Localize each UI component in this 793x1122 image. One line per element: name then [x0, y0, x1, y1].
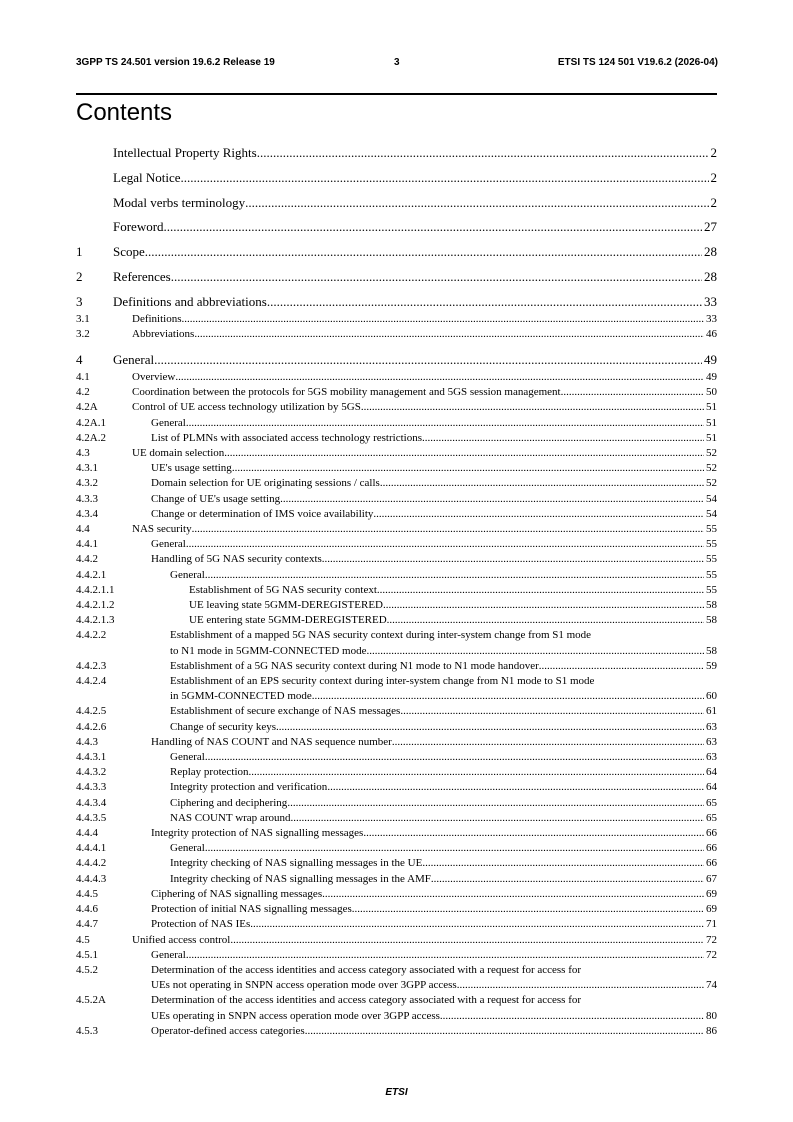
toc-entry-title: Intellectual Property Rights .....	[113, 145, 257, 160]
toc-entry-page: 86	[704, 1024, 717, 1039]
toc-entry-number: 4.4.3.2	[76, 765, 106, 780]
toc-entry-page: 66	[704, 826, 717, 841]
toc-entry[interactable]	[76, 195, 717, 210]
toc-entry-title: Handling of 5G NAS security contexts .....	[151, 552, 322, 567]
toc-entry-title: Integrity checking of NAS signalling messages in the AMF .....	[170, 872, 431, 887]
toc-entry-number: 3.1	[76, 312, 90, 327]
toc-entry-number: 4.4.2.3	[76, 659, 106, 674]
toc-entry[interactable]	[76, 750, 717, 765]
toc-entry-number: 4.2A.2	[76, 431, 106, 446]
toc-entry-title: Change of UE's usage setting .....	[151, 492, 280, 507]
toc-entry-title: Definitions and abbreviations .....	[113, 294, 267, 309]
toc-entry-page: 52	[704, 461, 717, 476]
toc-entry-title: General .....	[113, 352, 154, 367]
toc-entry-title: UE domain selection .....	[132, 446, 224, 461]
toc-entry-number: 4.4.3.1	[76, 750, 106, 765]
toc-entry-number: 4.4.3	[76, 735, 98, 750]
toc-entry[interactable]	[76, 796, 717, 811]
toc-entry-page: 51	[704, 416, 717, 431]
toc-entry-page: 64	[704, 765, 717, 780]
toc-entry-title-continued: UEs not operating in SNPN access operation mode over 3GPP access .....	[151, 978, 457, 993]
toc-entry-title: Legal Notice .....	[113, 170, 181, 185]
toc-entry-page: 54	[704, 507, 717, 522]
footer: ETSI	[385, 1087, 408, 1098]
toc-entry-page: 51	[704, 431, 717, 446]
toc-entry-number: 1	[76, 244, 83, 260]
toc-entry-number: 4	[76, 351, 83, 367]
toc-entry-title: General .....	[151, 948, 186, 963]
page-title: Contents	[76, 99, 173, 126]
toc-entry[interactable]	[76, 704, 717, 719]
toc-entry[interactable]	[76, 400, 717, 415]
toc-entry-title: Definitions .....	[132, 312, 182, 327]
toc-entry-number: 4.2A	[76, 400, 98, 415]
toc-entry[interactable]	[76, 917, 717, 932]
toc-entry-page: 63	[704, 735, 717, 750]
toc-entry-number: 4.3.4	[76, 507, 98, 522]
toc-entry-title: Modal verbs terminology .....	[113, 195, 245, 210]
toc-entry[interactable]	[76, 659, 717, 674]
toc-entry[interactable]	[76, 841, 717, 856]
toc-entry-title: Establishment of an EPS security context during inter-system change from N1 mode to S1 mode	[170, 675, 595, 688]
toc-entry-number: 4.4.2.6	[76, 720, 106, 735]
toc-entry-page: 58	[704, 613, 717, 628]
toc-entry[interactable]	[76, 628, 717, 658]
toc-entry-title: References .....	[113, 269, 171, 284]
toc-entry-number: 4.4.2.1.1	[76, 583, 115, 598]
header-page-number: 3	[394, 57, 400, 68]
toc-entry-page: 28	[704, 244, 717, 260]
toc-entry-number: 4.4.2.1	[76, 568, 106, 583]
toc-entry-number: 4.4.2	[76, 552, 98, 567]
toc-entry-page: 52	[704, 476, 717, 491]
toc-entry-title: Establishment of a mapped 5G NAS security context during inter-system change from S1 mode	[170, 629, 592, 642]
toc-entry-number: 4.5	[76, 933, 90, 948]
toc-entry-page: 33	[704, 312, 717, 327]
toc-entry-title: Handling of NAS COUNT and NAS sequence number .....	[151, 735, 392, 750]
toc-entry[interactable]	[76, 963, 717, 993]
toc-entry[interactable]	[76, 598, 717, 613]
toc-entry-number: 4.2	[76, 385, 90, 400]
toc-entry-title: General .....	[170, 841, 205, 856]
toc-entry-title: Determination of the access identities and access category associated with a request for access for	[151, 963, 582, 976]
toc-entry-title: Change or determination of IMS voice availability .....	[151, 507, 373, 522]
toc-entry-number: 3.2	[76, 327, 90, 342]
toc-entry[interactable]	[76, 948, 717, 963]
toc-entry-title: General .....	[151, 537, 186, 552]
toc-entry-number: 4.4.2.5	[76, 704, 106, 719]
toc-entry-number: 4.4.2.1.2	[76, 598, 115, 613]
toc-entry-title: Change of security keys .....	[170, 720, 276, 735]
toc-entry-title: Overview .....	[132, 370, 175, 385]
toc-entry-number: 4.4.2.4	[76, 674, 106, 689]
toc-entry-number: 4.3.2	[76, 476, 98, 491]
toc-entry[interactable]	[76, 552, 717, 567]
toc-entry[interactable]	[76, 522, 717, 537]
toc-entry-page: 58	[704, 598, 717, 613]
toc-entry-title: Scope .....	[113, 244, 145, 259]
toc-entry-page: 55	[704, 583, 717, 598]
toc-entry[interactable]	[76, 872, 717, 887]
header-right: ETSI TS 124 501 V19.6.2 (2026-04)	[557, 57, 718, 68]
toc-entry-number: 3	[76, 293, 83, 309]
toc-entry[interactable]	[76, 170, 717, 185]
toc-entry-page: 49	[704, 351, 717, 367]
toc-entry-title: Operator-defined access categories .....	[151, 1024, 305, 1039]
toc-entry[interactable]	[76, 568, 717, 583]
toc-entry-title: Ciphering and deciphering .....	[170, 796, 287, 811]
toc-entry-title-continued: UEs operating in SNPN access operation mode over 3GPP access .....	[151, 1009, 440, 1024]
toc-entry-title-continued: to N1 mode in 5GMM-CONNECTED mode .....	[170, 644, 366, 659]
toc-entry-page: 66	[704, 841, 717, 856]
toc-entry-title: Protection of initial NAS signalling messages .....	[151, 902, 352, 917]
toc-entry[interactable]	[76, 826, 717, 841]
toc-entry-title: NAS COUNT wrap around .....	[170, 811, 290, 826]
toc-entry-number: 4.3.3	[76, 492, 98, 507]
toc-entry-title: Control of UE access technology utilization by 5GS .....	[132, 400, 361, 415]
toc-entry-number: 4.5.2A	[76, 993, 106, 1008]
toc-entry-page: 65	[704, 796, 717, 811]
toc-entry-page: 72	[704, 948, 717, 963]
toc-entry-page: 60	[704, 689, 717, 704]
toc-entry-title: Determination of the access identities and access category associated with a request for access for	[151, 994, 582, 1007]
toc-entry-number: 4.4.3.5	[76, 811, 106, 826]
toc-entry-number: 4.4.2.2	[76, 628, 106, 643]
toc-entry-title-continued: in 5GMM-CONNECTED mode .....	[170, 689, 312, 704]
toc-entry-number: 4.4.3.3	[76, 780, 106, 795]
toc-entry-title: General .....	[151, 416, 186, 431]
toc-entry-title: Establishment of 5G NAS security context .....	[189, 583, 377, 598]
toc-entry-page: 52	[704, 446, 717, 461]
toc-entry-title: Ciphering of NAS signalling messages .....	[151, 887, 322, 902]
toc-entry-page: 2	[710, 169, 717, 185]
toc-entry[interactable]	[76, 269, 717, 284]
toc-entry-title: General .....	[170, 750, 205, 765]
toc-entry-page: 55	[704, 522, 717, 537]
toc-entry[interactable]	[76, 765, 717, 780]
toc-entry-number: 4.4.4.2	[76, 856, 106, 871]
toc-entry[interactable]	[76, 993, 717, 1023]
toc-entry-title: Foreword .....	[113, 219, 164, 234]
toc-entry[interactable]	[76, 244, 717, 259]
toc-entry-page: 46	[704, 327, 717, 342]
toc-entry-title: NAS security .....	[132, 522, 192, 537]
toc-entry-page: 49	[704, 370, 717, 385]
toc-entry[interactable]	[76, 385, 717, 400]
toc-entry-page: 2	[710, 145, 717, 160]
toc-entry-page: 80	[704, 1009, 717, 1024]
toc-entry[interactable]	[76, 537, 717, 552]
toc-entry[interactable]	[76, 431, 717, 446]
toc-entry-page: 61	[704, 704, 717, 719]
toc-entry-number: 4.3.1	[76, 461, 98, 476]
toc-entry-title: Integrity checking of NAS signalling messages in the UE .....	[170, 856, 422, 871]
toc-entry[interactable]	[76, 735, 717, 750]
toc-entry-page: 65	[704, 811, 717, 826]
toc-entry[interactable]	[76, 352, 717, 367]
toc-entry[interactable]	[76, 1024, 717, 1039]
toc-entry-page: 69	[704, 902, 717, 917]
toc-entry-title: Replay protection .....	[170, 765, 249, 780]
toc-entry[interactable]	[76, 811, 717, 826]
toc-entry-page: 33	[704, 293, 717, 309]
toc-entry-title: Integrity protection and verification .....	[170, 780, 327, 795]
header-rule	[76, 93, 717, 95]
toc-entry[interactable]	[76, 446, 717, 461]
toc-entry-number: 4.1	[76, 370, 90, 385]
toc-entry[interactable]	[76, 507, 717, 522]
toc-entry-page: 74	[704, 978, 717, 993]
toc-entry-page: 28	[704, 268, 717, 284]
toc-entry[interactable]	[76, 720, 717, 735]
toc-entry-page: 50	[704, 385, 717, 400]
table-of-contents	[76, 145, 717, 1039]
toc-entry[interactable]	[76, 461, 717, 476]
toc-entry-page: 66	[704, 856, 717, 871]
toc-entry-page: 72	[704, 933, 717, 948]
toc-entry-page: 55	[704, 552, 717, 567]
toc-entry[interactable]	[76, 780, 717, 795]
toc-entry-title: Coordination between the protocols for 5GS mobility management and 5GS session management .....	[132, 385, 561, 400]
toc-entry-number: 4.4.2.1.3	[76, 613, 115, 628]
toc-entry-title: Abbreviations .....	[132, 327, 194, 342]
toc-entry-page: 71	[704, 917, 717, 932]
toc-entry-number: 4.5.1	[76, 948, 98, 963]
toc-entry[interactable]	[76, 902, 717, 917]
toc-entry-page: 69	[704, 887, 717, 902]
toc-entry-title: UE entering state 5GMM-DEREGISTERED .....	[189, 613, 387, 628]
toc-entry-number: 4.3	[76, 446, 90, 461]
toc-entry-number: 4.2A.1	[76, 416, 106, 431]
toc-entry[interactable]	[76, 476, 717, 491]
toc-entry-page: 64	[704, 780, 717, 795]
toc-entry-number: 4.4.1	[76, 537, 98, 552]
toc-entry-number: 4.4.6	[76, 902, 98, 917]
toc-entry-page: 59	[704, 659, 717, 674]
toc-entry-page: 54	[704, 492, 717, 507]
toc-entry[interactable]	[76, 145, 717, 160]
toc-entry[interactable]	[76, 370, 717, 385]
toc-entry-number: 4.5.2	[76, 963, 98, 978]
toc-entry-number: 4.4.7	[76, 917, 98, 932]
toc-entry[interactable]	[76, 492, 717, 507]
toc-entry-title: Unified access control .....	[132, 933, 230, 948]
toc-entry-number: 4.4.4.3	[76, 872, 106, 887]
toc-entry-page: 27	[704, 219, 717, 235]
toc-entry-page: 63	[704, 750, 717, 765]
toc-entry[interactable]	[76, 613, 717, 628]
toc-entry-title: Integrity protection of NAS signalling messages .....	[151, 826, 363, 841]
toc-entry-number: 4.4.3.4	[76, 796, 106, 811]
toc-entry-number: 4.4	[76, 522, 90, 537]
toc-entry-title: UE's usage setting .....	[151, 461, 232, 476]
toc-entry[interactable]	[76, 856, 717, 871]
toc-entry-number: 4.5.3	[76, 1024, 98, 1039]
toc-entry-title: List of PLMNs with associated access technology restrictions .....	[151, 431, 422, 446]
toc-entry-title: Establishment of secure exchange of NAS messages .....	[170, 704, 400, 719]
toc-entry[interactable]	[76, 294, 717, 309]
toc-entry[interactable]	[76, 887, 717, 902]
toc-entry-page: 67	[704, 872, 717, 887]
toc-entry[interactable]	[76, 416, 717, 431]
toc-entry-page: 55	[704, 568, 717, 583]
toc-entry[interactable]	[76, 583, 717, 598]
toc-entry[interactable]	[76, 933, 717, 948]
toc-entry[interactable]	[76, 219, 717, 234]
toc-entry-page: 58	[704, 644, 717, 659]
toc-entry-page: 55	[704, 537, 717, 552]
toc-entry-page: 2	[710, 194, 717, 210]
toc-entry[interactable]	[76, 327, 717, 342]
toc-entry-title: General .....	[170, 568, 205, 583]
header-left: 3GPP TS 24.501 version 19.6.2 Release 19	[76, 57, 275, 68]
toc-entry-title: UE leaving state 5GMM-DEREGISTERED .....	[189, 598, 383, 613]
toc-entry-title: Protection of NAS IEs .....	[151, 917, 250, 932]
toc-entry-number: 2	[76, 268, 83, 284]
toc-entry-number: 4.4.4.1	[76, 841, 106, 856]
toc-entry-title: Domain selection for UE originating sessions / calls .....	[151, 476, 380, 491]
toc-entry-page: 51	[704, 400, 717, 415]
toc-entry-page: 63	[704, 720, 717, 735]
toc-entry[interactable]	[76, 674, 717, 704]
toc-entry-title: Establishment of a 5G NAS security context during N1 mode to N1 mode handover .....	[170, 659, 539, 674]
toc-entry-number: 4.4.4	[76, 826, 98, 841]
toc-entry[interactable]	[76, 312, 717, 327]
toc-entry-number: 4.4.5	[76, 887, 98, 902]
